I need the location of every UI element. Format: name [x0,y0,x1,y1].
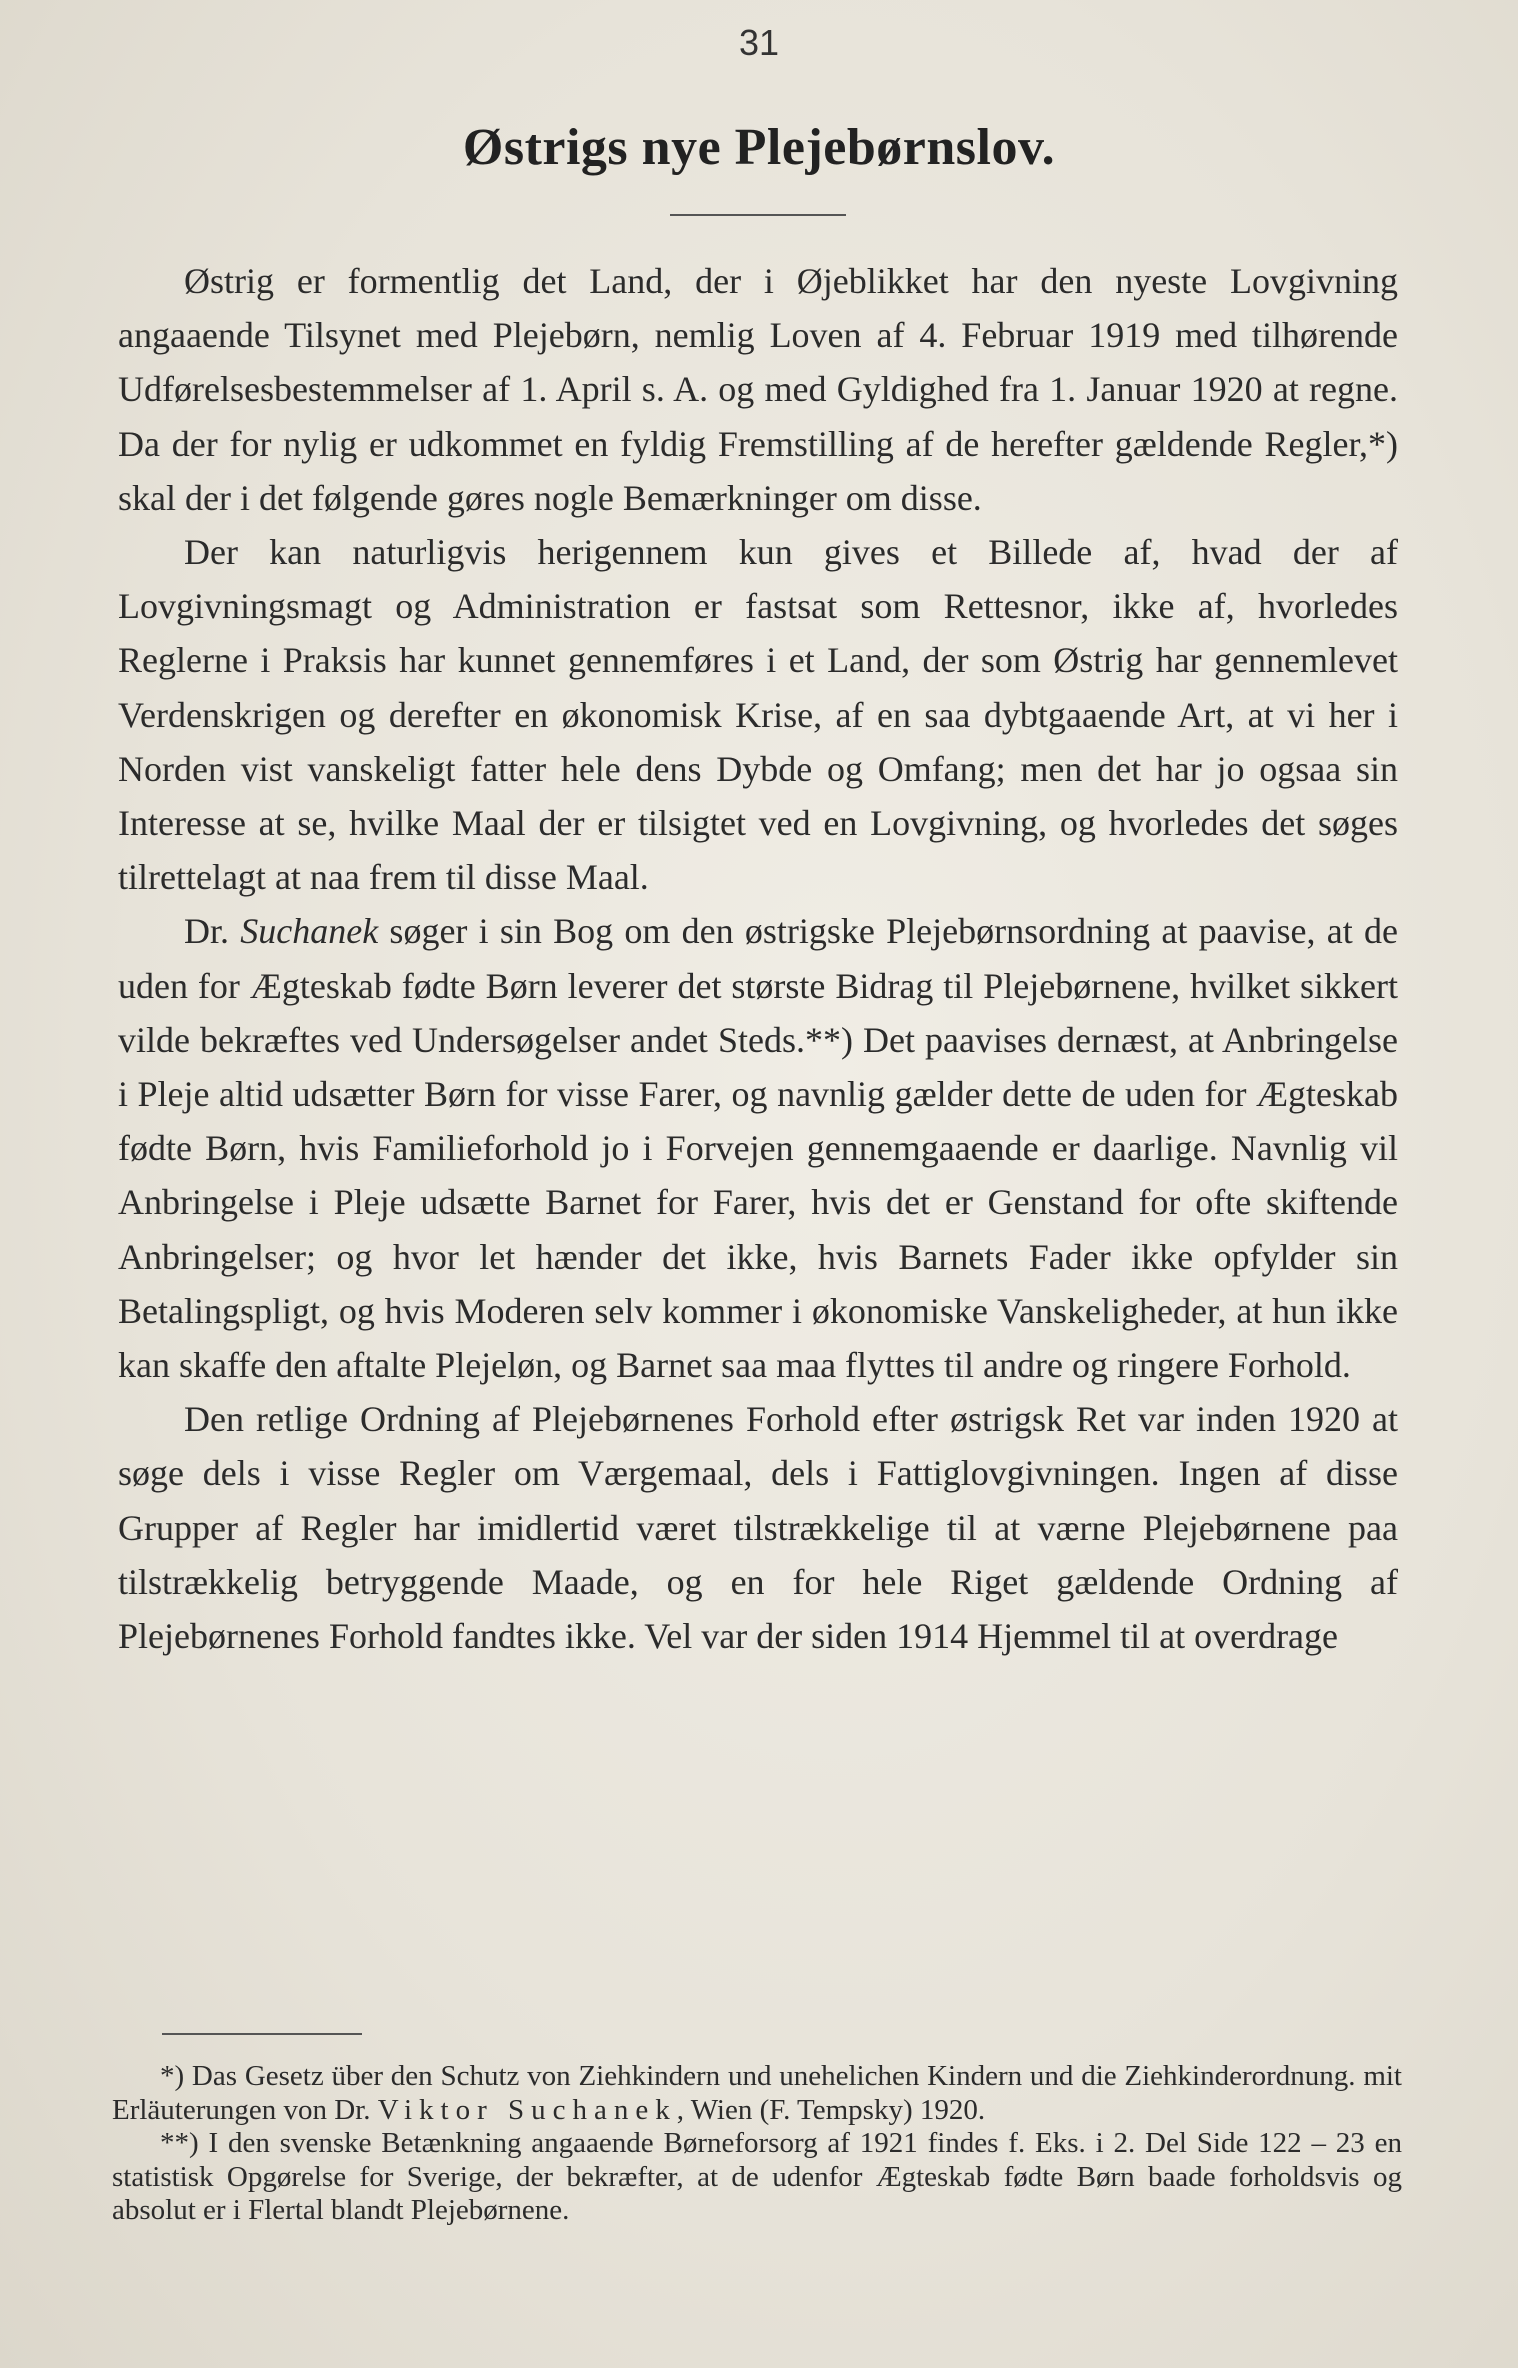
paragraph-3 [118,904,1398,1392]
article-title: Østrigs nye Plejebørnslov. [462,119,1056,176]
footnote-1-author: Viktor Suchanek [377,2093,677,2126]
article-body [118,254,1398,1663]
footnote-1-prefix: *) Das Gesetz über den Schutz von Ziehkindern und unehelichen Kindern und die Ziehkinderordnung. mit Erläuterungen von Dr. [112,2060,1402,2126]
footnote-divider [162,2033,362,2035]
footnotes [112,2060,1402,2228]
paragraph-2: Der kan naturligvis herigennem kun gives et Billede af, hvad der af Lovgivningsmagt og Administration er fastsat som Rettesnor, ikke af, hvorledes Reglerne i Praksis har kunnet gennemføres i et Land, der som Østrig har gennemlevet Verdenskrigen og derefter en økonomisk Krise, af en saa dybtgaaende Art, at vi her i Norden vist vanskeligt fatter hele dens Dybde og Omfang; men det har jo ogsaa sin Interesse at se, hvilke Maal der er tilsigtet ved en Lovgivning, og hvorledes det søges tilrettelagt at naa frem til disse Maal. [118,532,1398,898]
page-number: 31 [738,22,780,63]
footnote-2: **) I den svenske Betænkning angaaende Børneforsorg af 1921 findes f. Eks. i 2. Del Side 122 – 23 en statistisk Opgørelse for Sverige, der bekræfter, at de udenfor Ægteskab fødte Børn baade forholdsvis og absolut er i Flertal blandt Plejebørnene. [112,2127,1402,2226]
footnote-1-suffix: , Wien (F. Tempsky) 1920. [676,2093,986,2126]
title-divider [670,214,846,216]
paragraph-3-prefix: Dr. [184,911,241,952]
paragraph-4: Den retlige Ordning af Plejebørnenes Forhold efter østrigsk Ret var inden 1920 at søge dels i visse Regler om Værgemaal, dels i Fattiglovgivningen. Ingen af disse Grupper af Regler har imidlertid været tilstrækkelige til at værne Plejebørnene paa tilstrækkelig betryggende Maade, og en for hele Riget gældende Ordning af Plejebørnenes Forhold fandtes ikke. Vel var der siden 1914 Hjemmel til at overdrage [118,1399,1398,1657]
paragraph-3-text: søger i sin Bog om den østrigske Plejebørnsordning at paavise, at de uden for Ægteskab fødte Børn leverer det største Bidrag til Plejebørnene, hvilket sikkert vilde bekræftes ved Undersøgelser andet Steds.**) Det paavises dernæst, at Anbringelse i Pleje altid udsætter Børn for visse Farer, og navnlig gælder dette de uden for Ægteskab fødte Børn, hvis Familieforhold jo i Forvejen gennemgaaende er daarlige. Navnlig vil Anbringelse i Pleje udsætte Barnet for Farer, hvis det er Genstand for ofte skiftende Anbringelser; og hvor let hænder det ikke, hvis Barnets Fader ikke opfylder sin Betalingspligt, og hvis Moderen selv kommer i økonomiske Vanskeligheder, at hun ikke kan skaffe den aftalte Plejeløn, og Barnet saa maa flyttes til andre og ringere Forhold. [118,911,1398,1386]
paragraph-1: Østrig er formentlig det Land, der i Øjeblikket har den nyeste Lovgivning angaaende Tilsynet med Plejebørn, nemlig Loven af 4. Februar 1919 med tilhørende Udførelsesbestemmelser af 1. April s. A. og med Gyldighed fra 1. Januar 1920 at regne. Da der for nylig er udkommet en fyldig Fremstilling af de herefter gældende Regler,*) skal der i det følgende gøres nogle Bemærkninger om disse. [118,261,1398,518]
footnote-1 [112,2060,1402,2127]
author-name: Suchanek [240,911,379,952]
